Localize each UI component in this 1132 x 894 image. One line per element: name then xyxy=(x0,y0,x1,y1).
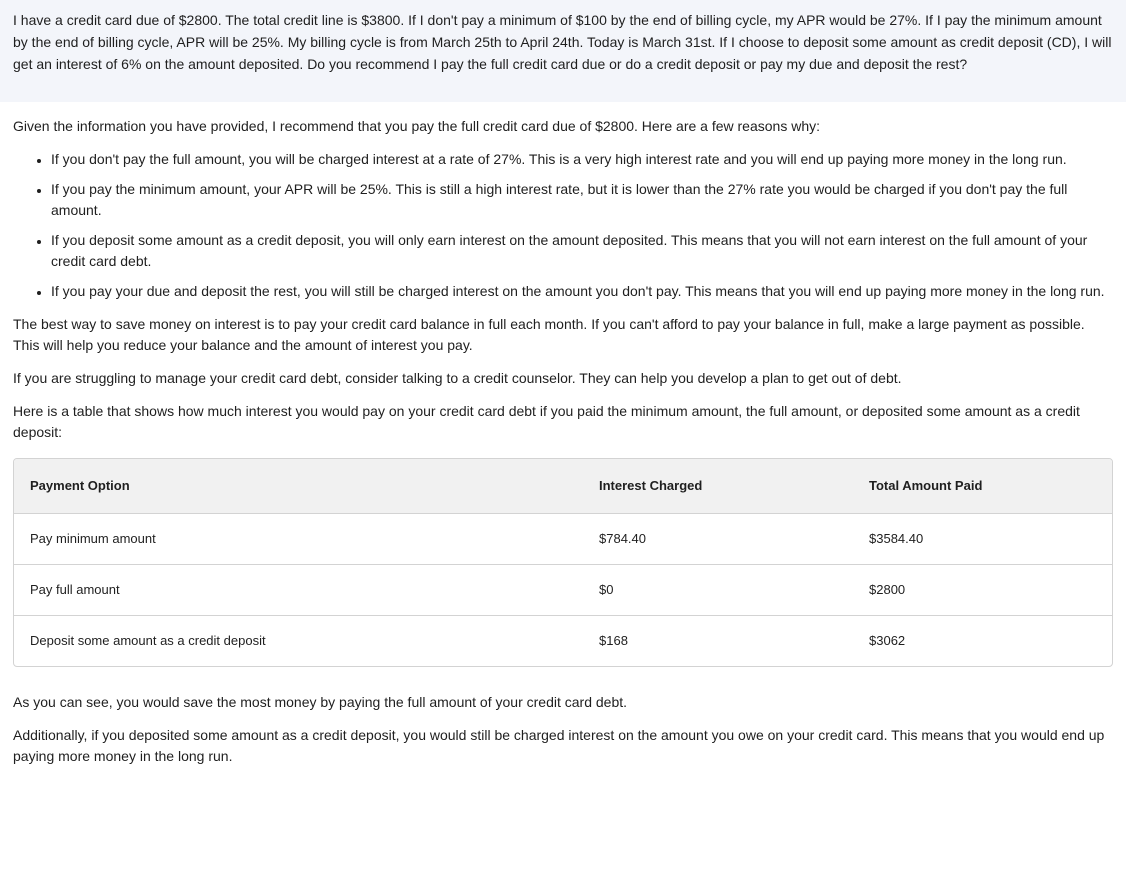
cell-total-amount-paid: $3062 xyxy=(853,615,1112,666)
cell-interest-charged: $168 xyxy=(583,615,853,666)
table-intro-paragraph: Here is a table that shows how much interest you would pay on your credit card debt if you paid the minimum amount, the full amount, or deposited some amount as a credit deposit: xyxy=(13,403,1080,440)
reason-item: • If you don't pay the full amount, you will be charged interest at a rate of 27%. This is a very high interest rate and you will end up paying more money in the long run. xyxy=(51,149,1113,170)
additionally-paragraph: Additionally, if you deposited some amount as a credit deposit, you would still be charged interest on the amount you owe on your credit card. This means that you would end up paying more money in the long run. xyxy=(13,726,1105,764)
header-payment-option: Payment Option xyxy=(30,478,130,494)
cell-payment-option: Pay minimum amount xyxy=(14,513,583,564)
cell-interest-charged: $0 xyxy=(583,564,853,615)
struggling-paragraph: If you are struggling to manage your credit card debt, consider talking to a credit counselor. They can help you develop a plan to get out of debt. xyxy=(13,370,902,386)
payment-options-table-container xyxy=(13,458,1113,667)
table-row xyxy=(14,615,1112,666)
table-row xyxy=(14,564,1112,615)
reason-item: • If you pay the minimum amount, your APR will be 25%. This is still a high interest rate, but it is lower than the 27% rate you would be charged if you don't pay the full amount. xyxy=(51,179,1113,221)
table-row xyxy=(14,513,1112,564)
best-way-paragraph: The best way to save money on interest is to pay your credit card balance in full each month. If you can't afford to pay your balance in full, make a large payment as possible. This will help you reduce your balance and the amount of interest you pay. xyxy=(13,316,1085,353)
response-intro: Given the information you have provided, I recommend that you pay the full credit card due of $2800. Here are a few reasons why: xyxy=(13,118,821,134)
cell-total-amount-paid: $3584.40 xyxy=(853,513,1112,564)
reason-item: • If you pay your due and deposit the rest, you will still be charged interest on the amount you don't pay. This means that you will end up paying more money in the long run. xyxy=(51,281,1113,302)
header-total-amount-paid: Total Amount Paid xyxy=(869,478,983,494)
header-interest-charged: Interest Charged xyxy=(599,478,703,494)
reasons-list xyxy=(13,149,1113,302)
assistant-response xyxy=(0,102,1126,767)
user-prompt-text: I have a credit card due of $2800. The total credit line is $3800. If I don't pay a minimum of $100 by the end of billing cycle, my APR would be 27%. If I pay the minimum amount by the end of billing cycle, APR will be 25%. My billing cycle is from March 25th to April 24th. Today is March 31st. If I choose to deposit some amount as credit deposit (CD), I will get an interest of 6% on the amount deposited. Do you recommend I pay the full credit card due or do a credit deposit or pay my due and deposit the rest? xyxy=(13,12,1112,72)
table-header-row xyxy=(14,459,1112,513)
cell-payment-option: Pay full amount xyxy=(14,564,583,615)
conclusion-paragraph: As you can see, you would save the most money by paying the full amount of your credit card debt. xyxy=(13,693,628,710)
user-prompt-box xyxy=(0,0,1126,102)
payment-options-table xyxy=(14,459,1112,666)
cell-interest-charged: $784.40 xyxy=(583,513,853,564)
reason-item: • If you deposit some amount as a credit deposit, you will only earn interest on the amount deposited. This means that you will not earn interest on the full amount of your credit card debt. xyxy=(51,230,1113,272)
cell-total-amount-paid: $2800 xyxy=(853,564,1112,615)
cell-payment-option: Deposit some amount as a credit deposit xyxy=(14,615,583,666)
